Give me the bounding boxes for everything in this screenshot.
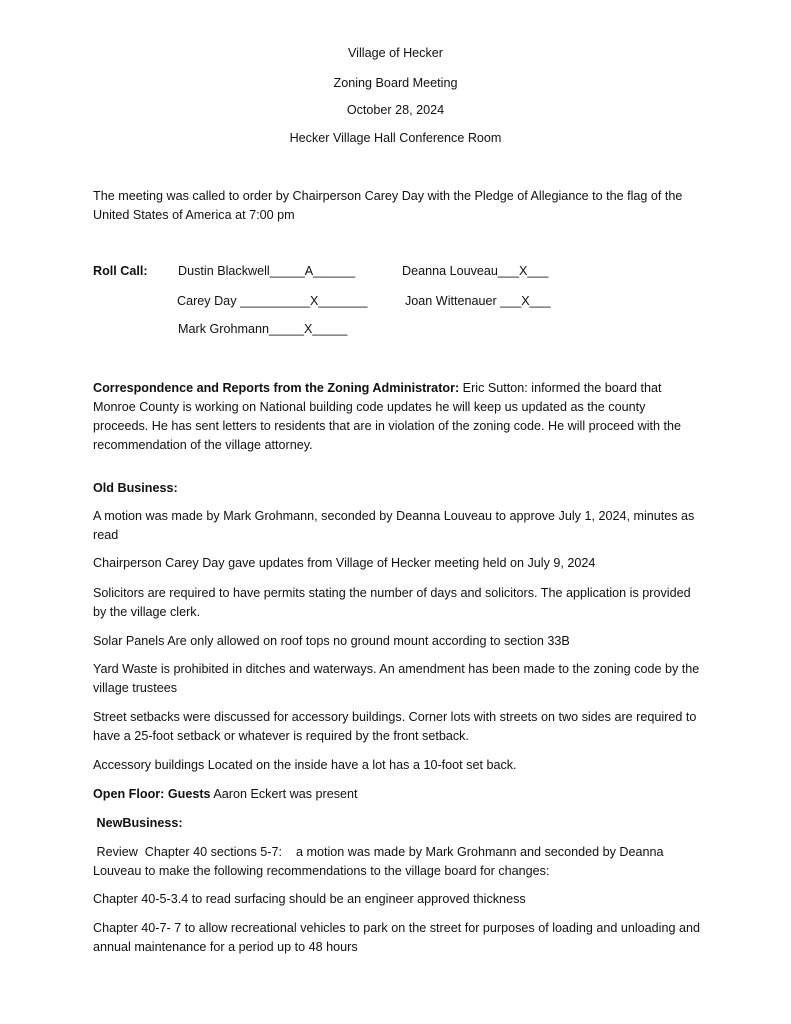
- new-business-item: Review Chapter 40 sections 5-7: a motion was made by Mark Grohmann and seconded by Deanna Louveau to make the following recommendations to the village board for changes:: [93, 845, 668, 878]
- roll-call-entry: Mark Grohmann_____X_____: [178, 322, 348, 336]
- new-business-item: Chapter 40-5-3.4 to read surfacing should be an engineer approved thickness: [93, 892, 526, 906]
- old-business-heading: Old Business:: [93, 481, 178, 495]
- header-board: Zoning Board Meeting: [333, 76, 458, 90]
- open-floor-label: Open Floor: Guests: [93, 787, 211, 801]
- old-business-item: Yard Waste is prohibited in ditches and waterways. An amendment has been made to the zoning code by the village trustees: [93, 662, 700, 695]
- open-floor-text: Aaron Eckert was present: [210, 787, 358, 801]
- roll-call-entry: Carey Day __________X_______: [177, 294, 368, 308]
- old-business-item: Street setbacks were discussed for accessory buildings. Corner lots with streets on two sides are required to have a 25-foot setback or whatever is required by the front setback.: [93, 710, 697, 743]
- roll-call-entry: Dustin Blackwell_____A______: [178, 264, 356, 278]
- roll-call-entry: Deanna Louveau___X___: [402, 264, 549, 278]
- old-business-item: A motion was made by Mark Grohmann, seconded by Deanna Louveau to approve July 1, 2024, minutes as read: [93, 509, 695, 542]
- header-location: Hecker Village Hall Conference Room: [289, 131, 502, 145]
- roll-call-label: Roll Call:: [93, 264, 148, 278]
- correspondence-label: Correspondence and Reports from the Zoning Administrator:: [93, 381, 460, 395]
- old-business-item: Solar Panels Are only allowed on roof tops no ground mount according to section 33B: [93, 634, 570, 648]
- new-business-heading: NewBusiness:: [93, 816, 183, 830]
- new-business-item: Chapter 40-7- 7 to allow recreational vehicles to park on the street for purposes of loading and unloading and annual maintenance for a period up to 48 hours: [93, 921, 700, 954]
- correspondence-text: Eric Sutton: informed the board that Monroe County is working on National building code updates he will keep us updated as the county proceeds. He has sent letters to residents that are in violation of the zoning code. He will proceed with the recommendation of the village attorney.: [93, 381, 682, 452]
- open-floor-paragraph: [93, 785, 703, 804]
- header-date: October 28, 2024: [346, 103, 445, 117]
- header-village: Village of Hecker: [348, 46, 443, 60]
- correspondence-paragraph: [93, 379, 703, 455]
- old-business-item: Solicitors are required to have permits stating the number of days and solicitors. The application is provided by the village clerk.: [93, 586, 691, 619]
- old-business-item: Accessory buildings Located on the inside have a lot has a 10-foot set back.: [93, 758, 517, 772]
- roll-call-entry: Joan Wittenauer ___X___: [405, 294, 551, 308]
- old-business-item: Chairperson Carey Day gave updates from Village of Hecker meeting held on July 9, 2024: [93, 556, 596, 570]
- call-to-order: The meeting was called to order by Chairperson Carey Day with the Pledge of Allegiance to the flag of the United States of America at 7:00 pm: [93, 189, 683, 222]
